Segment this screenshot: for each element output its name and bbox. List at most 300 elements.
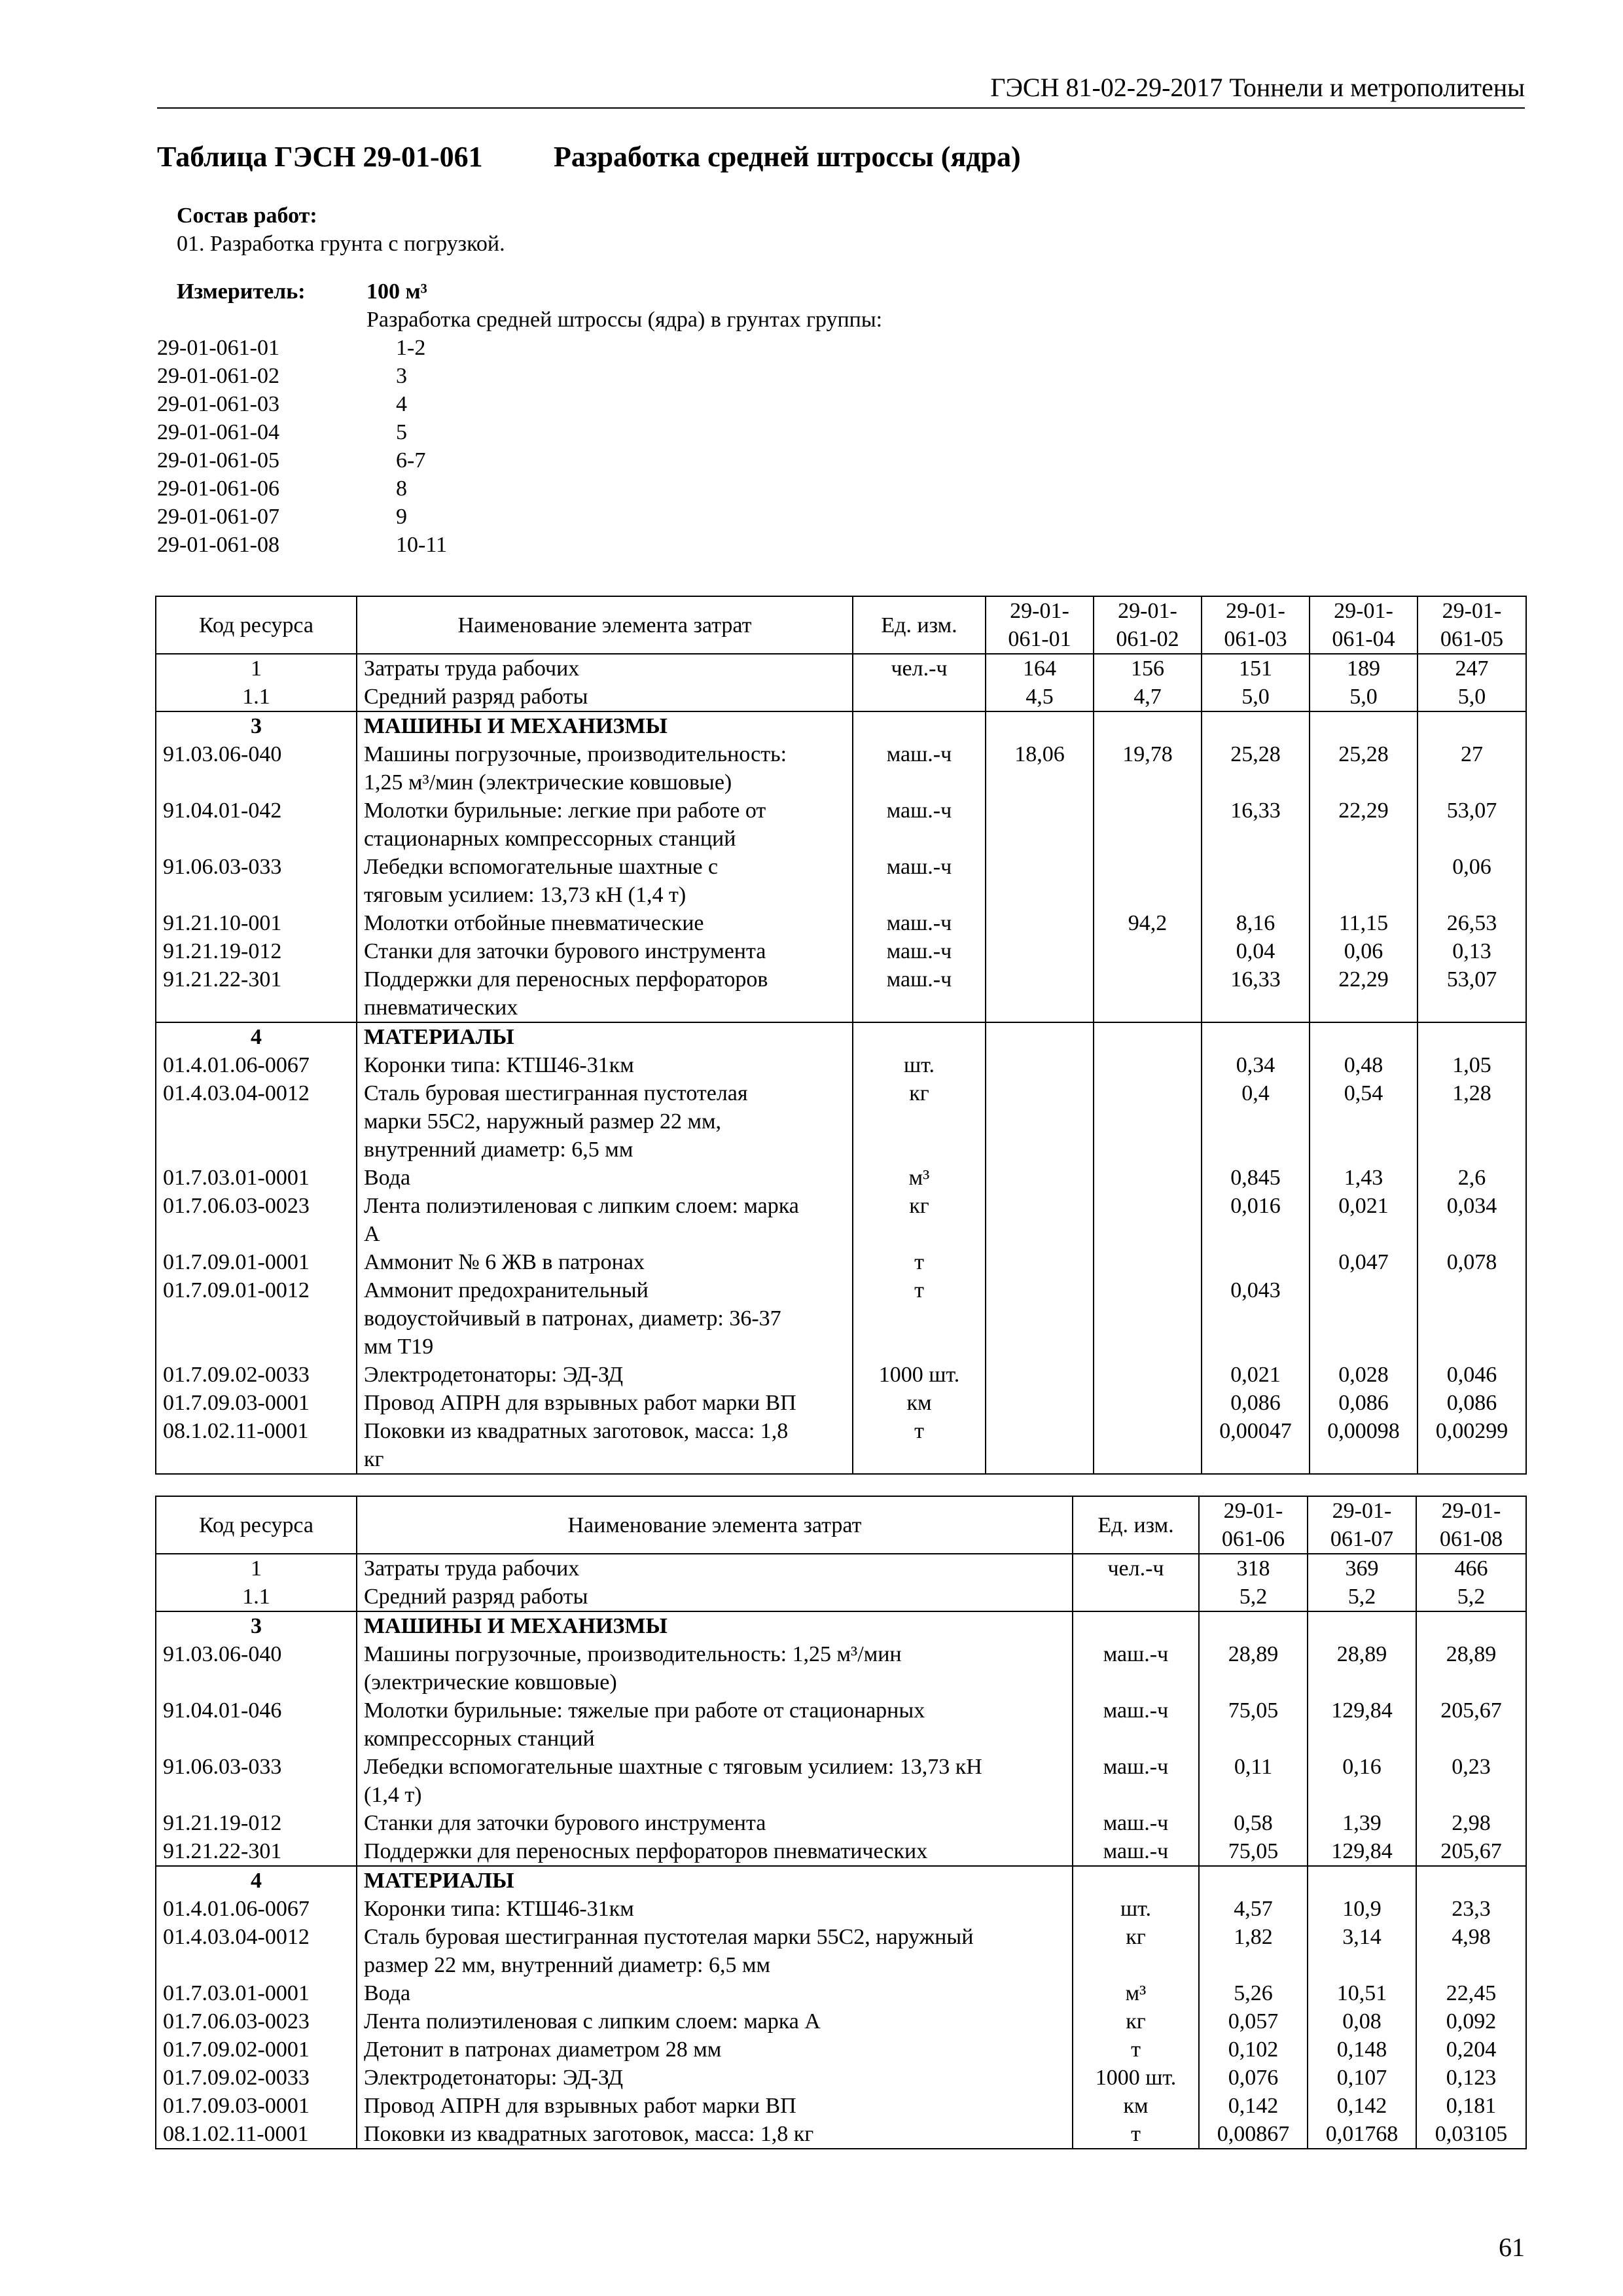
value-cell: 28,89 [1416, 1640, 1526, 1696]
table-row [156, 1583, 1526, 1611]
table-row [156, 740, 1526, 797]
resource-code: 01.4.03.04-0012 [156, 1923, 357, 1979]
table-row [156, 1837, 1526, 1866]
value-cell [1094, 1389, 1202, 1417]
value-cell: 0,06 [1310, 937, 1418, 965]
value-cell [1199, 1611, 1308, 1640]
code-list-item [157, 418, 882, 446]
resource-name: Электродетонаторы: ЭД-ЗД [357, 2064, 1073, 2092]
resource-table-2 [155, 1496, 1527, 2149]
table-row [156, 1022, 1526, 1051]
unit: м³ [853, 1164, 986, 1192]
code-list-code: 29-01-061-03 [157, 392, 279, 416]
value-cell [986, 1192, 1094, 1248]
unit: км [1073, 2092, 1199, 2120]
value-cell: 466 [1416, 1554, 1526, 1583]
code-list-item [157, 503, 882, 531]
table-row [156, 2064, 1526, 2092]
unit: т [1073, 2120, 1199, 2149]
value-cell: 247 [1418, 654, 1526, 683]
value-cell [1418, 1022, 1526, 1051]
unit: 1000 шт. [853, 1361, 986, 1389]
code-list-item [157, 334, 882, 362]
value-cell: 16,33 [1202, 965, 1310, 1022]
value-cell: 94,2 [1094, 909, 1202, 937]
code-list-group: 5 [396, 420, 407, 444]
code-list-code: 29-01-061-05 [157, 448, 279, 473]
value-cell [986, 797, 1094, 853]
resource-name: Провод АПРН для взрывных работ марки ВП [357, 1389, 853, 1417]
resource-name: Поддержки для переносных перфораторов пневматических [357, 965, 853, 1022]
value-cell: 2,6 [1418, 1164, 1526, 1192]
resource-code: 1 [156, 654, 357, 683]
unit [1073, 1583, 1199, 1611]
unit: шт. [853, 1051, 986, 1079]
resource-name: Средний разряд работы [357, 683, 853, 711]
value-cell: 164 [986, 654, 1094, 683]
resource-name: Электродетонаторы: ЭД-ЗД [357, 1361, 853, 1389]
table-row [156, 1417, 1526, 1474]
code-list-group: 8 [396, 476, 407, 501]
value-cell: 4,7 [1094, 683, 1202, 711]
value-cell: 3,14 [1308, 1923, 1416, 1979]
value-cell: 0,046 [1418, 1361, 1526, 1389]
table-name: Разработка средней штроссы (ядра) [554, 141, 1021, 173]
value-cell: 23,3 [1416, 1895, 1526, 1923]
table-row [156, 683, 1526, 711]
value-cell: 1,82 [1199, 1923, 1308, 1979]
resource-code: 3 [156, 711, 357, 740]
value-cell [1416, 1866, 1526, 1895]
code-list-item [157, 446, 882, 475]
unit: т [853, 1248, 986, 1276]
resource-code: 01.7.06.03-0023 [156, 1192, 357, 1248]
value-cell [986, 1022, 1094, 1051]
code-list-group: 3 [396, 364, 407, 388]
resource-name: Вода [357, 1164, 853, 1192]
value-cell: 0,034 [1418, 1192, 1526, 1248]
resource-table-1 [155, 596, 1527, 1475]
unit: маш.-ч [853, 965, 986, 1022]
value-cell [1094, 1022, 1202, 1051]
value-cell: 0,00047 [1202, 1417, 1310, 1474]
value-cell: 0,04 [1202, 937, 1310, 965]
resource-code: 01.7.09.01-0001 [156, 1248, 357, 1276]
resource-name: Аммонит предохранительный водоустойчивый в патронах, диаметр: 36-37 мм Т19 [357, 1276, 853, 1361]
column-header: Наименование элемента затрат [357, 1496, 1073, 1554]
table-row [156, 909, 1526, 937]
unit: маш.-ч [1073, 1753, 1199, 1809]
table-row [156, 654, 1526, 683]
value-cell: 28,89 [1199, 1640, 1308, 1696]
value-cell: 0,4 [1202, 1079, 1310, 1164]
unit: маш.-ч [853, 909, 986, 937]
value-cell: 0,057 [1199, 2007, 1308, 2036]
table-row [156, 1696, 1526, 1753]
table-row [156, 2092, 1526, 2120]
column-header: 29-01- 061-01 [986, 596, 1094, 654]
value-cell: 0,043 [1202, 1276, 1310, 1361]
table-row [156, 711, 1526, 740]
resource-name: Затраты труда рабочих [357, 1554, 1073, 1583]
value-cell [1310, 853, 1418, 909]
code-list-code: 29-01-061-06 [157, 476, 279, 501]
value-cell [986, 1051, 1094, 1079]
value-cell: 0,00299 [1418, 1417, 1526, 1474]
resource-name: Машины погрузочные, производительность: 1,25 м³/мин (электрические ковшовые) [357, 1640, 1073, 1696]
value-cell [1418, 1276, 1526, 1361]
value-cell: 0,142 [1199, 2092, 1308, 2120]
table-row [156, 797, 1526, 853]
resource-name: Детонит в патронах диаметром 28 мм [357, 2036, 1073, 2064]
resource-code: 91.04.01-046 [156, 1696, 357, 1753]
value-cell [1094, 711, 1202, 740]
value-cell: 0,148 [1308, 2036, 1416, 2064]
resource-code: 01.7.09.02-0033 [156, 1361, 357, 1389]
value-cell: 25,28 [1310, 740, 1418, 797]
column-header: Ед. изм. [853, 596, 986, 654]
table-row [156, 1895, 1526, 1923]
value-cell: 0,845 [1202, 1164, 1310, 1192]
value-cell [1310, 1022, 1418, 1051]
value-cell: 5,2 [1199, 1583, 1308, 1611]
value-cell [1094, 1361, 1202, 1389]
value-cell: 318 [1199, 1554, 1308, 1583]
column-header: 29-01- 061-03 [1202, 596, 1310, 654]
value-cell [1202, 711, 1310, 740]
resource-name: Провод АПРН для взрывных работ марки ВП [357, 2092, 1073, 2120]
value-cell [1310, 1276, 1418, 1361]
table-row [156, 937, 1526, 965]
resource-code: 01.7.09.03-0001 [156, 2092, 357, 2120]
composition-label: Состав работ: [177, 204, 317, 228]
table-row [156, 853, 1526, 909]
value-cell: 0,13 [1418, 937, 1526, 965]
value-cell: 0,047 [1310, 1248, 1418, 1276]
value-cell: 0,58 [1199, 1809, 1308, 1837]
unit: маш.-ч [1073, 1809, 1199, 1837]
table-row [156, 1389, 1526, 1417]
value-cell: 1,43 [1310, 1164, 1418, 1192]
code-list-item [157, 475, 882, 503]
value-cell: 0,16 [1308, 1753, 1416, 1809]
resource-code: 01.4.01.06-0067 [156, 1051, 357, 1079]
unit: маш.-ч [1073, 1640, 1199, 1696]
table-row [156, 1809, 1526, 1837]
value-cell: 4,5 [986, 683, 1094, 711]
value-cell: 129,84 [1308, 1696, 1416, 1753]
unit [853, 711, 986, 740]
value-cell: 4,98 [1416, 1923, 1526, 1979]
value-cell [986, 1079, 1094, 1164]
unit: маш.-ч [853, 853, 986, 909]
value-cell [1094, 965, 1202, 1022]
composition-item: 01. Разработка грунта с погрузкой. [177, 232, 505, 256]
value-cell: 0,092 [1416, 2007, 1526, 2036]
value-cell: 5,26 [1199, 1979, 1308, 2007]
column-header: Код ресурса [156, 596, 357, 654]
resource-code: 01.7.09.02-0001 [156, 2036, 357, 2064]
resource-name: Средний разряд работы [357, 1583, 1073, 1611]
resource-name: МАШИНЫ И МЕХАНИЗМЫ [357, 1611, 1073, 1640]
code-list-item [157, 362, 882, 390]
resource-name: Поддержки для переносных перфораторов пневматических [357, 1837, 1073, 1866]
resource-name: Лента полиэтиленовая с липким слоем: марка А [357, 1192, 853, 1248]
resource-name: Коронки типа: КТШ46-31км [357, 1051, 853, 1079]
code-list-item [157, 390, 882, 418]
value-cell: 156 [1094, 654, 1202, 683]
value-cell: 53,07 [1418, 965, 1526, 1022]
value-cell [1094, 853, 1202, 909]
document-header: ГЭСН 81-02-29-2017 Тоннели и метрополитены [990, 73, 1525, 102]
code-list [157, 334, 882, 559]
value-cell: 0,03105 [1416, 2120, 1526, 2149]
value-cell: 5,2 [1416, 1583, 1526, 1611]
value-cell: 5,0 [1418, 683, 1526, 711]
resource-code: 1 [156, 1554, 357, 1583]
resource-name: МАШИНЫ И МЕХАНИЗМЫ [357, 711, 853, 740]
value-cell [1094, 1192, 1202, 1248]
resource-name: Лебедки вспомогательные шахтные с тяговым усилием: 13,73 кН (1,4 т) [357, 853, 853, 909]
value-cell [1094, 1417, 1202, 1474]
resource-code: 91.21.22-301 [156, 965, 357, 1022]
resource-code: 01.7.09.02-0033 [156, 2064, 357, 2092]
code-list-code: 29-01-061-02 [157, 364, 279, 388]
unit [853, 1022, 986, 1051]
value-cell: 0,086 [1310, 1389, 1418, 1417]
table-row [156, 1554, 1526, 1583]
value-cell: 0,021 [1310, 1192, 1418, 1248]
unit: маш.-ч [853, 937, 986, 965]
column-header: 29-01- 061-02 [1094, 596, 1202, 654]
table-row [156, 1051, 1526, 1079]
resource-name: Аммонит № 6 ЖВ в патронах [357, 1248, 853, 1276]
value-cell [986, 937, 1094, 965]
unit: м³ [1073, 1979, 1199, 2007]
table-row [156, 2036, 1526, 2064]
resource-code: 91.03.06-040 [156, 1640, 357, 1696]
value-cell: 1,39 [1308, 1809, 1416, 1837]
value-cell: 0,23 [1416, 1753, 1526, 1809]
resource-code: 91.21.22-301 [156, 1837, 357, 1866]
value-cell [986, 711, 1094, 740]
table-row [156, 1164, 1526, 1192]
resource-code: 01.7.09.01-0012 [156, 1276, 357, 1361]
unit [1073, 1866, 1199, 1895]
value-cell: 0,076 [1199, 2064, 1308, 2092]
table-row [156, 1248, 1526, 1276]
resource-name: Молотки бурильные: тяжелые при работе от стационарных компрессорных станций [357, 1696, 1073, 1753]
value-cell [1094, 1051, 1202, 1079]
unit: кг [853, 1079, 986, 1164]
resource-name: МАТЕРИАЛЫ [357, 1022, 853, 1051]
value-cell [1308, 1611, 1416, 1640]
value-cell: 0,102 [1199, 2036, 1308, 2064]
value-cell [1094, 1164, 1202, 1192]
code-list-group: 4 [396, 392, 407, 416]
resource-name: Молотки отбойные пневматические [357, 909, 853, 937]
page-number: 61 [1499, 2233, 1525, 2262]
value-cell: 205,67 [1416, 1837, 1526, 1866]
unit: кг [1073, 1923, 1199, 1979]
code-list-code: 29-01-061-07 [157, 505, 279, 529]
value-cell [986, 1164, 1094, 1192]
value-cell: 10,9 [1308, 1895, 1416, 1923]
table-row [156, 965, 1526, 1022]
value-cell: 0,086 [1418, 1389, 1526, 1417]
unit: т [853, 1276, 986, 1361]
value-cell: 5,0 [1310, 683, 1418, 711]
column-header: 29-01- 061-06 [1199, 1496, 1308, 1554]
value-cell [1094, 1276, 1202, 1361]
value-cell [1310, 711, 1418, 740]
value-cell [1094, 937, 1202, 965]
value-cell: 0,00867 [1199, 2120, 1308, 2149]
value-cell: 189 [1310, 654, 1418, 683]
unit: км [853, 1389, 986, 1417]
resource-code: 08.1.02.11-0001 [156, 2120, 357, 2149]
code-list-code: 29-01-061-01 [157, 336, 279, 360]
resource-name: Сталь буровая шестигранная пустотелая марки 55С2, наружный размер 22 мм, внутренний диаметр: 6,5 мм [357, 1079, 853, 1164]
code-list-code: 29-01-061-08 [157, 533, 279, 557]
resource-name: Коронки типа: КТШ46-31км [357, 1895, 1073, 1923]
resource-code: 01.7.09.03-0001 [156, 1389, 357, 1417]
code-list-code: 29-01-061-04 [157, 420, 279, 444]
table-row [156, 1640, 1526, 1696]
value-cell: 19,78 [1094, 740, 1202, 797]
value-cell: 10,51 [1308, 1979, 1416, 2007]
value-cell: 5,0 [1202, 683, 1310, 711]
unit: кг [1073, 2007, 1199, 2036]
unit: 1000 шт. [1073, 2064, 1199, 2092]
table-code: Таблица ГЭСН 29-01-061 [157, 141, 483, 173]
resource-name: МАТЕРИАЛЫ [357, 1866, 1073, 1895]
value-cell: 0,204 [1416, 2036, 1526, 2064]
value-cell: 0,028 [1310, 1361, 1418, 1389]
value-cell [1308, 1866, 1416, 1895]
value-cell: 0,01768 [1308, 2120, 1416, 2149]
measure-value: 100 м³ [366, 279, 427, 304]
resource-name: Затраты труда рабочих [357, 654, 853, 683]
resource-code: 91.21.19-012 [156, 1809, 357, 1837]
table-row [156, 1866, 1526, 1895]
value-cell [986, 1276, 1094, 1361]
value-cell [1416, 1611, 1526, 1640]
resource-name: Лебедки вспомогательные шахтные с тяговым усилием: 13,73 кН (1,4 т) [357, 1753, 1073, 1809]
resource-name: Лента полиэтиленовая с липким слоем: марка А [357, 2007, 1073, 2036]
value-cell: 0,181 [1416, 2092, 1526, 2120]
resource-code: 01.4.03.04-0012 [156, 1079, 357, 1164]
value-cell: 18,06 [986, 740, 1094, 797]
resource-code: 91.21.19-012 [156, 937, 357, 965]
value-cell: 28,89 [1308, 1640, 1416, 1696]
unit [853, 683, 986, 711]
table-row [156, 1923, 1526, 1979]
column-header: 29-01- 061-05 [1418, 596, 1526, 654]
value-cell: 25,28 [1202, 740, 1310, 797]
value-cell [986, 1248, 1094, 1276]
value-cell: 0,54 [1310, 1079, 1418, 1164]
value-cell: 0,142 [1308, 2092, 1416, 2120]
resource-code: 1.1 [156, 1583, 357, 1611]
table-row [156, 1276, 1526, 1361]
resource-name: Станки для заточки бурового инструмента [357, 937, 853, 965]
unit: кг [853, 1192, 986, 1248]
value-cell [1202, 1248, 1310, 1276]
value-cell [1094, 1079, 1202, 1164]
resource-name: Поковки из квадратных заготовок, масса: 1,8 кг [357, 2120, 1073, 2149]
code-list-item [157, 531, 882, 559]
value-cell: 16,33 [1202, 797, 1310, 853]
value-cell [1202, 1022, 1310, 1051]
unit: шт. [1073, 1895, 1199, 1923]
value-cell [1199, 1866, 1308, 1895]
value-cell [986, 1361, 1094, 1389]
resource-code: 1.1 [156, 683, 357, 711]
value-cell [986, 1417, 1094, 1474]
resource-name: Сталь буровая шестигранная пустотелая марки 55С2, наружный размер 22 мм, внутренний диаметр: 6,5 мм [357, 1923, 1073, 1979]
value-cell: 205,67 [1416, 1696, 1526, 1753]
value-cell: 4,57 [1199, 1895, 1308, 1923]
value-cell [1418, 711, 1526, 740]
unit: т [1073, 2036, 1199, 2064]
resource-name: Машины погрузочные, производительность: 1,25 м³/мин (электрические ковшовые) [357, 740, 853, 797]
value-cell: 11,15 [1310, 909, 1418, 937]
resource-code: 01.7.03.01-0001 [156, 1979, 357, 2007]
value-cell: 5,2 [1308, 1583, 1416, 1611]
unit: маш.-ч [1073, 1696, 1199, 1753]
value-cell: 0,08 [1308, 2007, 1416, 2036]
value-cell: 0,123 [1416, 2064, 1526, 2092]
resource-code: 4 [156, 1866, 357, 1895]
table-row [156, 1611, 1526, 1640]
table-header-row [156, 596, 1526, 654]
intro-block [157, 202, 882, 559]
value-cell: 2,98 [1416, 1809, 1526, 1837]
column-header: 29-01- 061-04 [1310, 596, 1418, 654]
resource-name: Молотки бурильные: легкие при работе от стационарных компрессорных станций [357, 797, 853, 853]
code-list-group: 10-11 [396, 533, 448, 557]
value-cell: 0,078 [1418, 1248, 1526, 1276]
table-row [156, 1079, 1526, 1164]
column-header: Код ресурса [156, 1496, 357, 1554]
value-cell: 1,28 [1418, 1079, 1526, 1164]
value-cell [1094, 797, 1202, 853]
resource-code: 01.4.01.06-0067 [156, 1895, 357, 1923]
resource-code: 91.06.03-033 [156, 853, 357, 909]
resource-name: Поковки из квадратных заготовок, масса: 1,8 кг [357, 1417, 853, 1474]
unit: маш.-ч [1073, 1837, 1199, 1866]
unit: маш.-ч [853, 797, 986, 853]
unit: т [853, 1417, 986, 1474]
resource-code: 4 [156, 1022, 357, 1051]
value-cell: 0,34 [1202, 1051, 1310, 1079]
resource-name: Вода [357, 1979, 1073, 2007]
code-list-group: 6-7 [396, 448, 426, 473]
resource-code: 08.1.02.11-0001 [156, 1417, 357, 1474]
value-cell: 1,05 [1418, 1051, 1526, 1079]
value-cell: 369 [1308, 1554, 1416, 1583]
resource-code: 91.03.06-040 [156, 740, 357, 797]
table-row [156, 1361, 1526, 1389]
value-cell: 0,016 [1202, 1192, 1310, 1248]
code-list-group: 1-2 [396, 336, 426, 360]
table-row [156, 2120, 1526, 2149]
measure-description: Разработка средней штроссы (ядра) в грунтах группы: [366, 308, 883, 332]
column-header: 29-01- 061-07 [1308, 1496, 1416, 1554]
unit: чел.-ч [1073, 1554, 1199, 1583]
value-cell: 0,021 [1202, 1361, 1310, 1389]
